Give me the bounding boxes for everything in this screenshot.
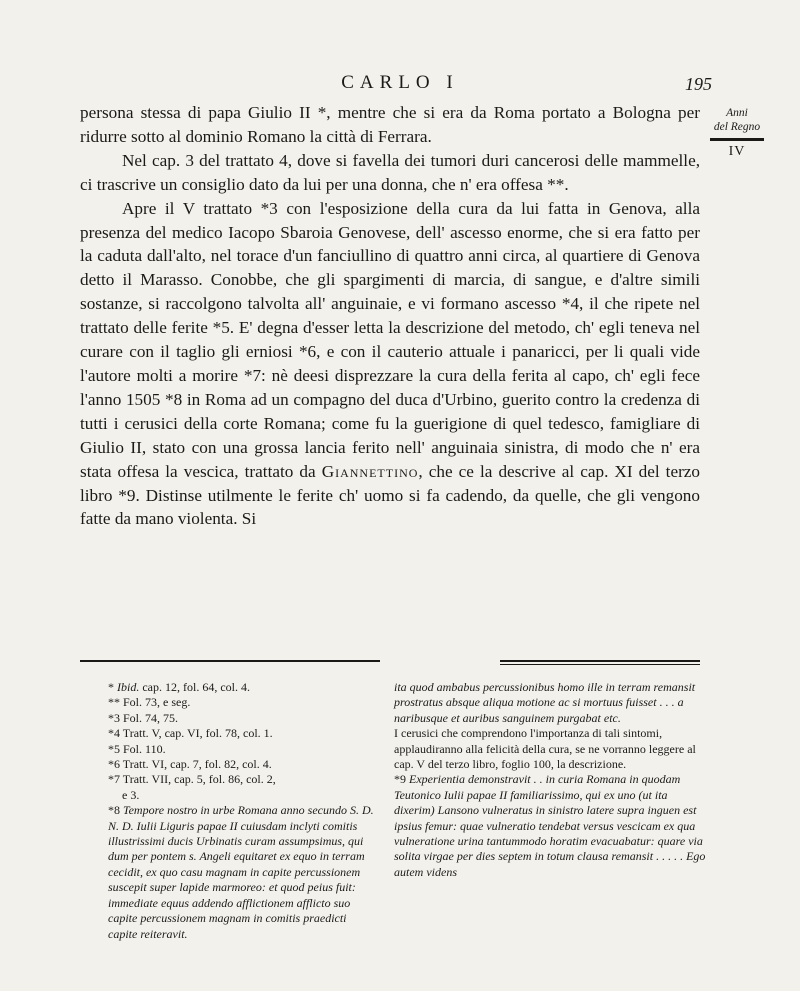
margin-note-reign-year	[706, 106, 768, 160]
footnote-7: *7 Tratt. VII, cap. 5, fol. 86, col. 2,	[108, 772, 276, 787]
paragraph-3-part-a: Apre il V trattato *3 con l'esposizione della cura da lui fatta in Genova, alla presenza del medico Iacopo Sbaroia Genovese, dell' ascesso enorme, che si era fatto per la caduta dall'alto, nel torace d'un fanciullino di quattro anni circa, al quartiere di Genova detto il Marasso. Conobbe, che gli spargimenti di marcia, di sangue, e d'altre simili sostanze, si raccolgono talvolta all' anguinaie, e vi formano ascesso *4, il che ripete nel trattato delle ferite *5. E' degna d'esser letta la descrizione del metodo, ch' egli teneva nel curare con il taglio gli erniosi *6, e con il cauterio attuale i panaricci, per li quali vide l'autore molti a morire *7: nè deesi disprezzare la cura della ferita al capo, ch' egli fece l'anno 1505 *8 in Roma ad un compagno del duca d'Urbino, guerito contro la credenza di tutti i cerusici della corte Romana; come fu la guerigione di quel tedesco, famigliare di Giulio II, stato con una grossa lancia ferito nell' anguinaia sinistra, di modo che n' era stata offesa la vescica, trattato da	[80, 198, 700, 481]
footnote-9: *9 Experientia demonstravit . . in curia Romana in quodam Teutonico Iulii papae II familiarissimo, qui ex uno (ut ita dixerim) Lansono vulneratus in sinistro latere supra inguen est ipsius femur: quae vulneratio tendebat versus vescicam ex qua vulneratione urina tantummodo horatim evacuabatur: quare via solita virgae per dies septem in totum clausa remansit . . . . . Ego autem videns	[394, 772, 706, 879]
footnote-6: *6 Tratt. VI, cap. 7, fol. 82, col. 4.	[108, 757, 272, 772]
paragraph-3	[80, 197, 700, 532]
main-text	[80, 101, 700, 531]
footnotes-left-column	[108, 680, 378, 942]
running-title: CARLO I	[341, 72, 459, 93]
margin-reign-year-value: IV	[728, 144, 746, 159]
paragraph-2: Nel cap. 3 del trattato 4, dove si favella dei tumori duri cancerosi delle mammelle, ci trascrive un consiglio dato da lui per una donna, che n' era offesa **.	[80, 150, 700, 194]
footnote-3: *3 Fol. 74, 75.	[108, 710, 179, 725]
footnote-4: *4 Tratt. V, cap. VI, fol. 78, col. 1.	[108, 726, 273, 741]
margin-label-del-regno: del Regno	[713, 121, 761, 133]
footnote-rule-right-thin	[500, 664, 700, 665]
page-number: 195	[685, 74, 712, 94]
footnote-8: *8 Tempore nostro in urbe Romana anno secundo S. D. N. D. Iulii Liguris papae II cuiusdam inclyti comitis illustrissimi ducis Urbinatis curam assumpsimus, qui dum per pontem s. Angeli equitaret ex equo in terram cecidit, ex quo casu magnam in capite percussionem suscepit super lapide marmoreo: et quod peius fuit: immediate equus addendo afflictionem afflicto suo capite percussionem magnam in comitis praedicti capite reiteravit.	[108, 803, 374, 941]
margin-divider	[710, 138, 764, 141]
footnote-commentary: I cerusici che comprendono l'importanza di tali sintomi, applaudiranno alla felicità della cura, se ne vorranno leggere al cap. V del terzo libro, foglio 100, la descrizione.	[394, 726, 696, 772]
author-name-giannettino: Giannettino	[321, 461, 419, 481]
footnote-8-continued: ita quod ambabus percussionibus homo ille in terram remansit prostratus absque aliqua motione ac si mortuus fuisset . . . a naribusque et auribus sanguinem purgabat etc.	[394, 680, 696, 725]
footnote-rule-left	[80, 660, 380, 662]
footnotes-right-column	[394, 680, 706, 880]
footnote-5: *5 Fol. 110.	[108, 741, 166, 756]
footnote-1: * Ibid. cap. 12, fol. 64, col. 4.	[108, 680, 250, 694]
footnote-rule-right	[500, 660, 700, 662]
paragraph-1: persona stessa di papa Giulio II *, mentre che si era da Roma portato a Bologna per ridurre sotto al dominio Romano la città di Ferrara.	[80, 103, 700, 146]
page-header	[80, 70, 720, 100]
paragraph-3-part-b: , che ce la descrive al cap. XI del terzo libro *9. Distinse utilmente le ferite ch' uomo si fa cadendo, da quelle, che gli vengono fatte da mano violenta. Si	[80, 461, 701, 529]
margin-label-anni: Anni	[726, 107, 748, 119]
footnote-2: ** Fol. 73, e seg.	[108, 695, 191, 710]
footnote-7-continued: e 3.	[122, 787, 140, 802]
